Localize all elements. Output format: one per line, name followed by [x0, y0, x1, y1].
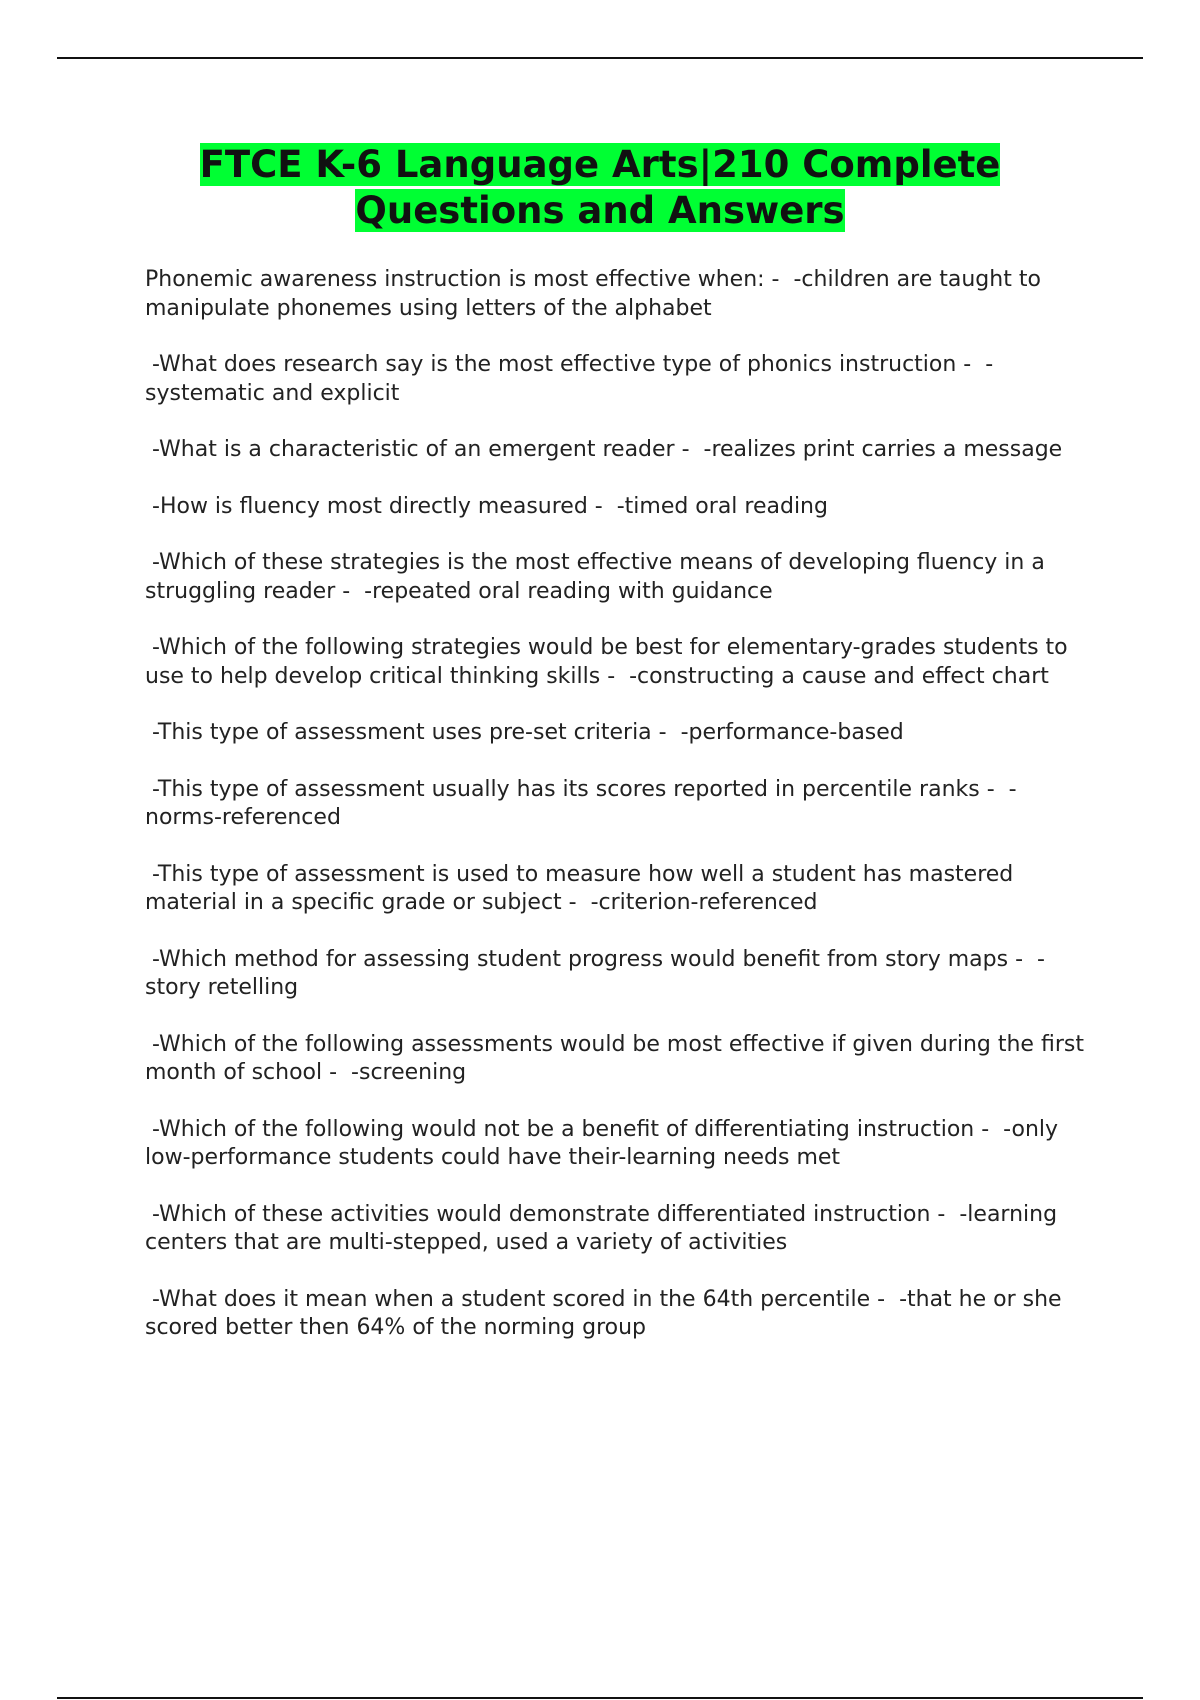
- qa-item: Phonemic awareness instruction is most effective when: - -children are taught to manipulate phonemes using letters of the alphabet: [145, 267, 1048, 321]
- qa-item: -This type of assessment is used to measure how well a student has mastered material in a specific grade or subject - -criterion-referenced: [145, 861, 1021, 915]
- qa-item: -What does it mean when a student scored in the 64th percentile - -that he or she scored better then 64% of the norming group: [145, 1286, 1069, 1340]
- qa-item: -This type of assessment uses pre-set criteria - -performance-based: [145, 720, 904, 745]
- document-title-text: FTCE K-6 Language Arts|210 Complete Questions and Answers: [199, 143, 1001, 232]
- qa-item: -Which of the following strategies would be best for elementary-grades students to use to help develop critical thinking skills - -constructing a cause and effect chart: [145, 635, 1075, 689]
- qa-item: -What is a characteristic of an emergent reader - -realizes print carries a message: [145, 437, 1063, 462]
- qa-item: -What does research say is the most effective type of phonics instruction - -systematic and explicit: [145, 352, 994, 406]
- qa-item: -Which of these strategies is the most effective means of developing fluency in a struggling reader - -repeated oral reading with guidance: [145, 550, 1052, 604]
- document-title: [100, 142, 1100, 234]
- header-rule: [57, 57, 1143, 59]
- qa-item: -How is fluency most directly measured - -timed oral reading: [145, 493, 828, 519]
- qa-item: -This type of assessment usually has its scores reported in percentile ranks - -norms-referenced: [145, 776, 1017, 830]
- qa-item: -Which method for assessing student progress would benefit from story maps - -story retelling: [145, 946, 1045, 1000]
- qa-item: -Which of the following assessments would be most effective if given during the first month of school - -screening: [145, 1031, 1091, 1085]
- qa-item: -Which of these activities would demonstrate differentiated instruction - -learning centers that are multi-stepped, used a variety of activities: [145, 1201, 1065, 1255]
- qa-item: -Which of the following would not be a benefit of differentiating instruction - -only low-performance students could have their-learning needs met: [145, 1116, 1066, 1170]
- qa-list: [145, 266, 1090, 1371]
- footer-rule: [57, 1697, 1143, 1699]
